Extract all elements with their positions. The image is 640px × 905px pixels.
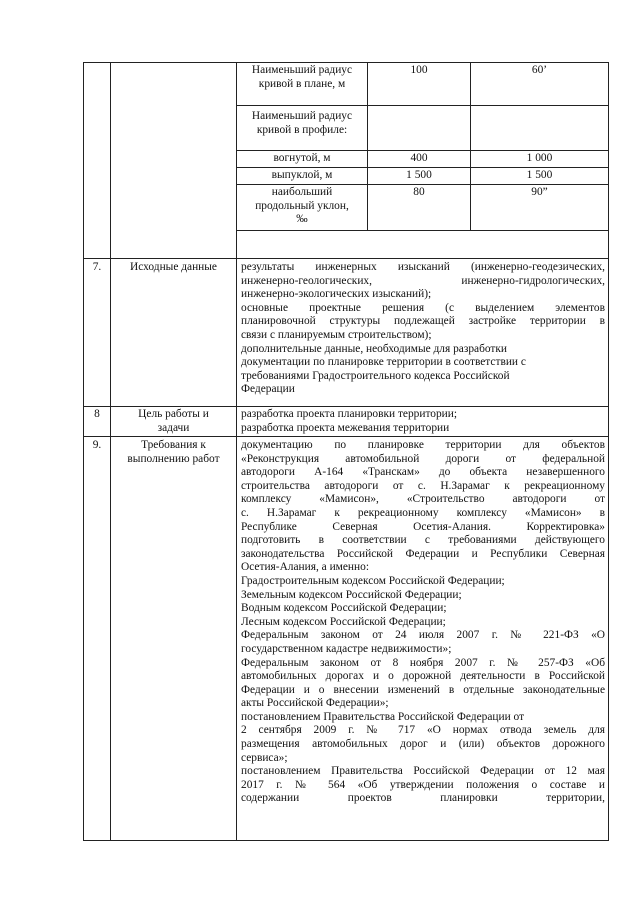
row-7-number: 7.	[92, 261, 102, 273]
param-value-1b: 60’	[531, 64, 548, 76]
param-label-4	[237, 169, 367, 183]
inner-row-line-3	[236, 167, 609, 168]
param-label-2	[237, 110, 367, 137]
row-9-number: 9.	[92, 439, 102, 451]
param-value-3a: 400	[410, 152, 428, 164]
row-9-line-24: сервиса»;	[241, 751, 288, 764]
row-9-line-20: акты Российской Федерации»;	[241, 697, 389, 710]
row-9-line-10: Осетия-Алания, а именно:	[241, 561, 369, 574]
param-label-2-line-2: кривой в профиле:	[256, 123, 348, 136]
row-9-line-1: документацию по планировке территории для объектов	[241, 439, 605, 451]
param-label-5	[237, 186, 367, 227]
row-line-7-top	[83, 258, 609, 259]
param-label-5-line-1: наибольший	[271, 186, 333, 198]
row-9-line-26: 2017 г. № 564 «Об утверждении положения о составе и	[241, 778, 605, 791]
row-9-line-3: автодороги А-164 «Транскам» до объекта незавершенного	[241, 466, 605, 479]
row-7-title	[111, 261, 236, 275]
row-7-line-8: документации по планировке территории в соответствии с	[241, 356, 526, 369]
param-value-4a: 1 500	[406, 169, 432, 181]
row-8-content	[241, 408, 605, 435]
param-label-5-line-3: ‰	[296, 213, 308, 226]
param-value-5b: 90”	[531, 186, 548, 198]
table-border-right	[608, 62, 609, 840]
row-9-line-17: Федеральным законом от 8 ноября 2007 г. № 257-ФЗ «Об	[241, 656, 605, 669]
table-top-line	[83, 62, 609, 63]
row-9-line-19: Федерации и о внесении изменений в отдельные законодательные	[241, 683, 605, 696]
param-value-5a: 80	[413, 186, 425, 198]
row-9-line-16: государственном кадастре недвижимости»;	[241, 642, 452, 655]
param-label-4-line-1: выпуклой, м	[271, 169, 333, 181]
row-7-line-7: дополнительные данные, необходимые для разработки	[241, 342, 508, 355]
param-label-3-line-1: вогнутой, м	[273, 152, 331, 164]
inner-row-line-2	[236, 150, 609, 151]
row-7-line-6: связи с планируемым строительством);	[241, 328, 432, 341]
row-9-title	[111, 439, 236, 466]
inner-row-line-4	[236, 184, 609, 185]
row-9-line-5: комплексу «Мамисон», «Строительство автодороги от	[241, 493, 605, 506]
row-9-line-11: Градостроительным кодексом Российской Федерации;	[241, 574, 505, 587]
row-8-title-line-1: Цель работы и	[138, 408, 209, 420]
row-line-8-top	[83, 406, 609, 407]
row-7-line-5: планировочной структуры подлежащей застройке территории в	[241, 315, 605, 328]
row-9-line-13: Водным кодексом Российской Федерации;	[241, 602, 447, 615]
row-9-line-4: строительства автодороги от с. Н.Зарамаг к рекреационному	[241, 479, 605, 492]
row-7-line-1: результаты инженерных изысканий (инженерно-геодезических,	[241, 261, 605, 273]
row-7-line-3: инженерно-экологических изысканий);	[241, 288, 432, 301]
row-7-title-line-1: Исходные данные	[130, 261, 217, 273]
row-9-line-18: автомобильных дорогах и о дорожной деятельности в Российской	[241, 670, 605, 683]
row-7-content	[241, 261, 605, 397]
row-9-line-14: Лесным кодексом Российской Федерации;	[241, 615, 446, 628]
row-9-line-8: подготовить в соответствии с требованиями действующего	[241, 534, 605, 547]
param-label-5-line-2: продольный уклон,	[255, 199, 349, 212]
row-7-line-9: требованиями Градостроительного кодекса Российской	[241, 369, 510, 382]
row-9-content	[241, 439, 605, 806]
row-9-line-25: постановлением Правительства Российской Федерации от 12 мая	[241, 765, 605, 778]
row-9-title-line-2: выполнению работ	[127, 452, 220, 465]
param-label-1	[237, 64, 367, 91]
row-9-line-12: Земельным кодексом Российской Федерации;	[241, 588, 462, 601]
inner-row-line-5	[236, 230, 609, 231]
row-9-line-15: Федеральным законом от 24 июля 2007 г. № 221-ФЗ «О	[241, 629, 605, 642]
row-line-9-top	[83, 436, 609, 437]
row-9-line-21: постановлением Правительства Российской Федерации от	[241, 710, 525, 723]
table-bottom-line	[83, 840, 609, 841]
param-label-1-line-1: Наименьший радиус	[251, 64, 353, 76]
row-9-line-23: размещения автомобильных дорог и (или) объектов дорожного	[241, 738, 605, 751]
row-7-line-2: инженерно-геологических, инженерно-гидрологических,	[241, 274, 605, 287]
param-value-4b: 1 500	[526, 169, 553, 181]
param-value-3b: 1 000	[526, 152, 553, 164]
row-8-line-1: разработка проекта планировки территории;	[241, 408, 458, 420]
row-9-line-9: законодательства Российской Федерации и Республики Северная	[241, 547, 605, 560]
row-7-line-10: Федерации	[241, 383, 295, 396]
row-8-number: 8	[94, 408, 100, 420]
param-label-2-line-1: Наименьший радиус	[251, 110, 353, 122]
row-9-line-7: Республике Северная Осетия-Алания. Корректировка»	[241, 520, 605, 533]
param-label-1-line-2: кривой в плане, м	[258, 77, 346, 90]
row-9-title-line-1: Требования к	[141, 439, 206, 451]
row-8-title	[111, 408, 236, 435]
row-9-line-22: 2 сентября 2009 г. № 717 «О нормах отвода земель для	[241, 724, 605, 737]
row-8-line-2: разработка проекта межевания территории	[241, 421, 450, 434]
row-9-line-27: содержании проектов планировки территории,	[241, 792, 605, 805]
inner-row-line-1	[236, 105, 609, 106]
row-7-line-4: основные проектные решения (с выделением элементов	[241, 301, 605, 314]
param-label-3	[237, 152, 367, 166]
inner-col-divider-2	[470, 62, 471, 230]
inner-col-divider-1	[367, 62, 368, 230]
param-value-1a: 100	[410, 64, 428, 76]
row-9-line-6: с. Н.Зарамаг к рекреационному комплексу «Мамисон» в	[241, 506, 605, 519]
row-8-title-line-2: задачи	[157, 421, 190, 434]
row-9-line-2: «Реконструкция автомобильной дороги от федеральной	[241, 452, 605, 465]
